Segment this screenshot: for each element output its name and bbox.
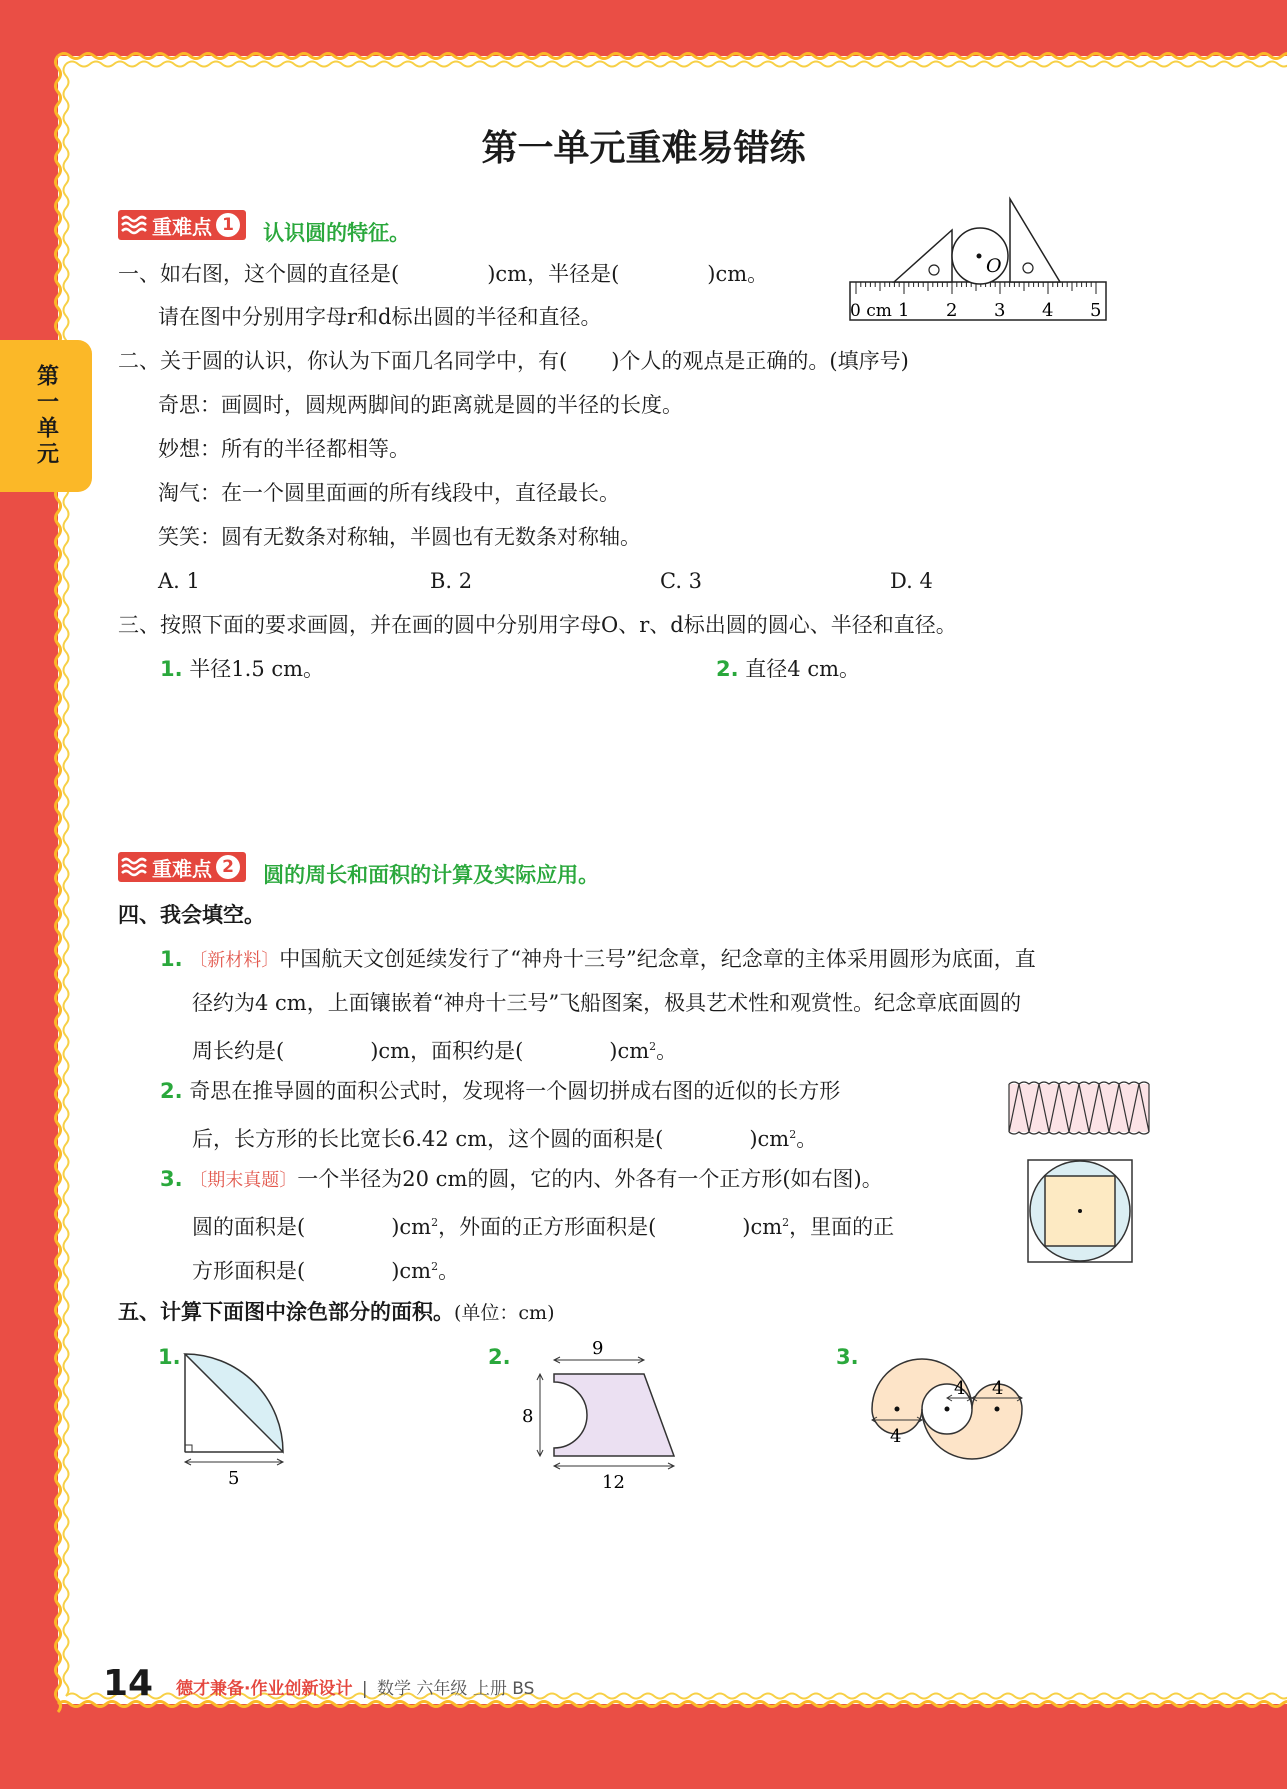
question-3-item-2: 2. 直径4 cm。 — [716, 657, 860, 681]
taiji-semicircles-figure — [866, 1354, 1028, 1474]
question-4-item-2-line-1: 2. 奇思在推导圆的面积公式时，发现将一个圆切拼成右图的近似的长方形 — [160, 1079, 841, 1103]
footer-divider: | — [361, 1679, 368, 1699]
question-4-item-1-line-1: 1. 〔新材料〕中国航天文创延续发行了“神舟十三号”纪念章，纪念章的主体采用圆形为底面，直 — [160, 947, 1036, 971]
ruler-tick-label: 2 — [946, 300, 958, 321]
question-4-item-2-line-2: 后，长方形的长比宽长6.42 cm，这个圆的面积是( )$cm^2$。 — [192, 1127, 818, 1151]
figure-3-dimension-b: 4 — [992, 1378, 1004, 1399]
section-1-badge-number: 1 — [216, 213, 240, 237]
wave-lines-icon — [118, 852, 152, 882]
statement-miaoxiang: 妙想：所有的半径都相等。 — [158, 437, 410, 461]
section-2-badge — [118, 852, 246, 882]
section-1-topic: 认识圆的特征。 — [263, 221, 411, 245]
drawing-area[interactable] — [160, 690, 1160, 830]
figure-2-left-dimension: 8 — [522, 1406, 534, 1427]
option-d[interactable]: D. 4 — [890, 569, 933, 593]
question-3-item-1: 1. 半径1.5 cm。 — [160, 657, 325, 681]
ruler-triangles-figure — [846, 194, 1111, 330]
section-2-header — [118, 852, 599, 889]
figure-3-dimension-c: 4 — [890, 1426, 902, 1447]
trapezoid-figure — [520, 1340, 680, 1492]
section-2-topic: 圆的周长和面积的计算及实际应用。 — [263, 863, 600, 887]
ruler-tick-label: 1 — [898, 300, 910, 321]
figure-3-number: 3. — [836, 1345, 859, 1369]
question-1-line-1: 一、如右图，这个圆的直径是( )cm，半径是( )cm。 — [118, 262, 769, 286]
page-number: 14 — [103, 1663, 154, 1704]
footer-book-info: 数学 六年级 上册 BS — [377, 1679, 535, 1699]
question-1-line-2: 请在图中分别用字母r和d标出圆的半径和直径。 — [158, 305, 602, 329]
question-4-item-3-line-3: 方形面积是( )$cm^2$。 — [192, 1259, 460, 1283]
ruler-tick-label: 3 — [994, 300, 1006, 321]
approx-rectangle-figure — [1006, 1080, 1152, 1136]
question-4-item-1-line-3: 周长约是( )cm，面积约是( )$cm^2$。 — [192, 1039, 678, 1063]
section-1-badge — [118, 210, 246, 240]
ruler-tick-label: 4 — [1042, 300, 1054, 321]
section-2-badge-text: 重难点 — [152, 856, 212, 881]
option-c[interactable]: C. 3 — [660, 569, 703, 593]
quarter-circle-figure — [180, 1346, 290, 1494]
nested-squares-circle-figure — [1026, 1158, 1134, 1264]
page-title: 第一单元重难易错练 — [481, 128, 806, 169]
figure-2-number: 2. — [488, 1345, 511, 1369]
option-b[interactable]: B. 2 — [430, 569, 473, 593]
question-3-line-1: 三、按照下面的要求画圆，并在画的圆中分别用字母O、r、d标出圆的圆心、半径和直径。 — [118, 613, 957, 637]
figure-3-dimension-a: 4 — [954, 1378, 966, 1399]
section-1-header — [118, 210, 410, 247]
ruler-tick-label: 5 — [1090, 300, 1102, 321]
unit-side-tab-label: 第一单元 — [33, 364, 59, 468]
question-5-heading: 五、计算下面图中涂色部分的面积。(单位：cm) — [118, 1300, 555, 1324]
section-2-badge-number: 2 — [216, 855, 240, 879]
unit-side-tab — [0, 340, 92, 492]
wave-lines-icon — [118, 210, 152, 240]
ruler-unit-label: 0 cm — [850, 301, 892, 321]
question-4-item-3-line-1: 3. 〔期末真题〕一个半径为20 cm的圆，它的内、外各有一个正方形(如右图)。 — [160, 1167, 883, 1191]
footer-info — [176, 1674, 534, 1699]
figure-1-dimension: 5 — [228, 1468, 240, 1489]
statement-qisi: 奇思：画圆时，圆规两脚间的距离就是圆的半径的长度。 — [158, 393, 683, 417]
figure-1-number: 1. — [158, 1345, 181, 1369]
option-a[interactable]: A. 1 — [158, 569, 200, 593]
circle-center-label: O — [986, 255, 1002, 277]
question-4-item-1-line-2: 径约为4 cm，上面镶嵌着“神舟十三号”飞船图案，极具艺术性和观赏性。纪念章底面圆的 — [192, 991, 1022, 1015]
section-1-badge-text: 重难点 — [152, 214, 212, 239]
question-4-item-3-line-2: 圆的面积是( )$cm^2$，外面的正方形面积是( )$cm^2$，里面的正 — [192, 1215, 895, 1239]
figure-2-bottom-dimension: 12 — [602, 1472, 625, 1492]
statement-xiaoxiao: 笑笑：圆有无数条对称轴，半圆也有无数条对称轴。 — [158, 525, 641, 549]
figure-2-top-dimension: 9 — [592, 1340, 604, 1359]
footer-brand: 德才兼备·作业创新设计 — [176, 1679, 353, 1699]
statement-taoqi: 淘气：在一个圆里面画的所有线段中，直径最长。 — [158, 481, 620, 505]
question-4-heading: 四、我会填空。 — [118, 903, 265, 927]
question-2-line-1: 二、关于圆的认识，你认为下面几名同学中，有( )个人的观点是正确的。(填序号) — [118, 349, 909, 373]
